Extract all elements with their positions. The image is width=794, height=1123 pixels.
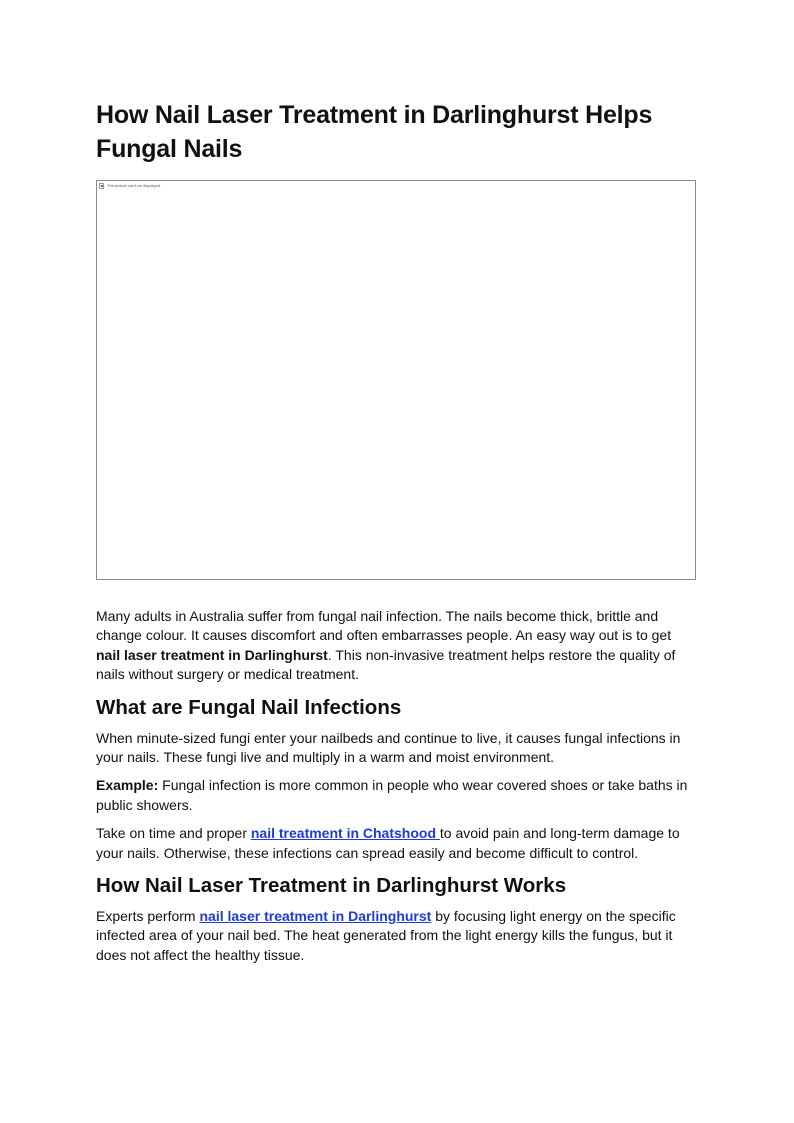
broken-image-placeholder [96,180,696,580]
example-paragraph [96,776,698,815]
works-text-before: Experts perform [96,908,200,925]
document-page [96,98,698,965]
intro-text-2: . This non-invasive treatment helps restore the quality of nails without surgery or medical treatment. [96,646,676,683]
intro-text-1: Many adults in Australia suffer from fungal nail infection. The nails become thick, brittle and change colour. It causes discomfort and often embarrasses people. An easy way out is to get [96,608,672,644]
darlinghurst-treatment-link[interactable]: nail laser treatment in Darlinghurst [199,908,432,925]
broken-image-notice [99,183,161,189]
page-title: How Nail Laser Treatment in Darlinghurst Helps Fungal Nails [96,101,653,163]
intro-bold-keyword: nail laser treatment in Darlinghurst [96,646,328,663]
heading-fungal-infections: What are Fungal Nail Infections [96,695,402,719]
treatment-text-before: Take on time and proper [96,825,251,842]
works-text-after: by focusing light energy on the specific infected area of your nail bed. The heat generated from the light energy kills the fungus, but it does not affect the healthy tissue. [96,908,676,963]
example-text: Fungal infection is more common in people who wear covered shoes or take baths in public showers. [96,777,688,813]
chatshood-treatment-link[interactable]: nail treatment in Chatshood [250,825,440,842]
intro-paragraph [96,607,698,685]
treatment-paragraph [96,824,698,863]
broken-image-text: The picture can't be displayed. [107,183,162,188]
treatment-text-after: to avoid pain and long-term damage to your nails. Otherwise, these infections can spread easily and become difficult to control. [96,825,680,861]
works-paragraph [96,907,698,965]
infections-paragraph: When minute-sized fungi enter your nailbeds and continue to live, it causes fungal infections in your nails. These fungi live and multiply in a warm and moist environment. [96,729,681,766]
heading-how-it-works: How Nail Laser Treatment in Darlinghurst Works [96,874,567,898]
broken-image-icon [99,183,104,189]
example-label: Example: [96,777,159,794]
